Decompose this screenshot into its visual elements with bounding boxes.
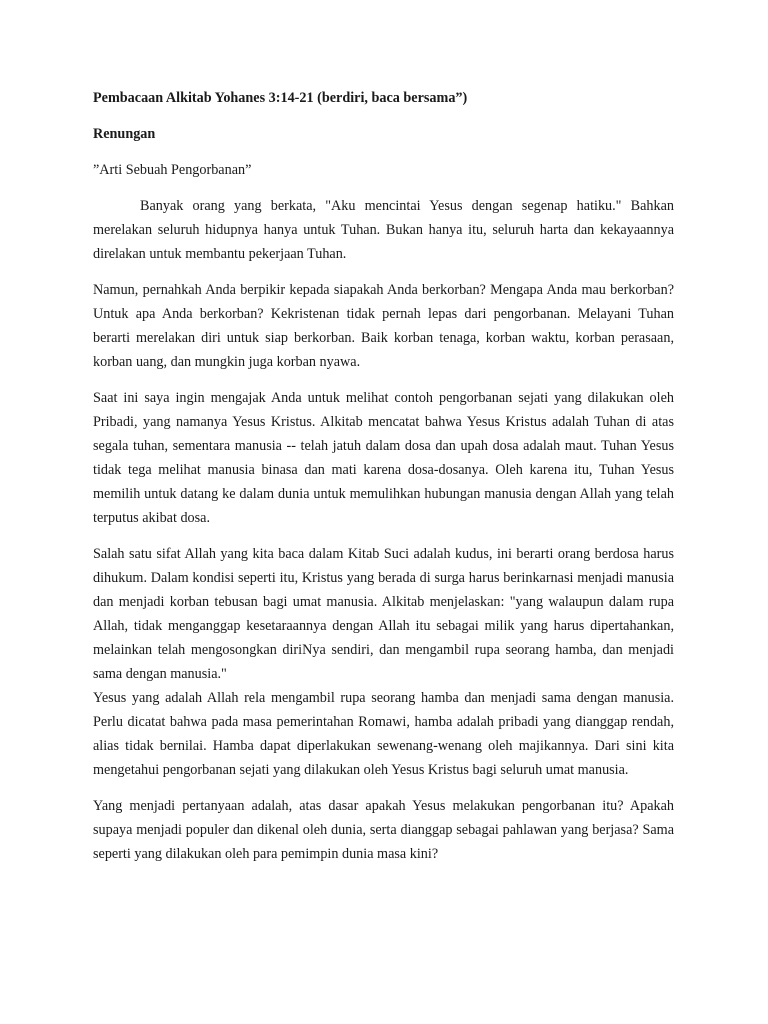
paragraph-6: Yang menjadi pertanyaan adalah, atas dasar apakah Yesus melakukan pengorbanan itu? Apakah supaya menjadi populer dan dikenal oleh dunia, serta dianggap sebagai pahlawan yang berjasa? Sama seperti yang dilakukan oleh para pemimpin dunia masa kini?	[93, 798, 674, 862]
paragraph-5: Yesus yang adalah Allah rela mengambil rupa seorang hamba dan menjadi sama dengan manusia. Perlu dicatat bahwa pada masa pemerintahan Romawi, hamba adalah pribadi yang dianggap rendah, alias tidak bernilai. Hamba dapat diperlakukan sewenang-wenang oleh majikannya. Dari sini kita mengetahui pengorbanan sejati yang dilakukan oleh Yesus Kristus bagi seluruh umat manusia.	[93, 690, 674, 778]
paragraph-1: Banyak orang yang berkata, "Aku mencintai Yesus dengan segenap hatiku." Bahkan merelakan seluruh hidupnya hanya untuk Tuhan. Bukan hanya itu, seluruh harta dan kekayaannya direlakan untuk membantu pekerjaan Tuhan.	[93, 198, 674, 262]
document-page	[93, 86, 674, 878]
sermon-title: ”Arti Sebuah Pengorbanan”	[93, 162, 252, 178]
paragraph-4: Salah satu sifat Allah yang kita baca dalam Kitab Suci adalah kudus, ini berarti orang berdosa harus dihukum. Dalam kondisi seperti itu, Kristus yang berada di surga harus berinkarnasi menjadi manusia dan menjadi korban tebusan bagi umat manusia. Alkitab menjelaskan: "yang walaupun dalam rupa Allah, tidak menganggap kesetaraannya dengan Allah itu sebagai milik yang harus dipertahankan, melainkan telah mengosongkan diriNya sendiri, dan mengambil rupa seorang hamba, dan menjadi sama dengan manusia."	[93, 546, 674, 682]
section-heading: Renungan	[93, 126, 156, 142]
paragraph-3: Saat ini saya ingin mengajak Anda untuk melihat contoh pengorbanan sejati yang dilakukan oleh Pribadi, yang namanya Yesus Kristus. Alkitab mencatat bahwa Yesus Kristus adalah Tuhan di atas segala tuhan, sementara manusia -- telah jatuh dalam dosa dan upah dosa adalah maut. Tuhan Yesus tidak tega melihat manusia binasa dan mati karena dosa-dosanya. Oleh karena itu, Tuhan Yesus memilih untuk datang ke dalam dunia untuk memulihkan hubungan manusia dengan Allah yang telah terputus akibat dosa.	[93, 390, 674, 526]
reading-heading: Pembacaan Alkitab Yohanes 3:14-21 (berdiri, baca bersama”)	[93, 90, 468, 106]
paragraph-2: Namun, pernahkah Anda berpikir kepada siapakah Anda berkorban? Mengapa Anda mau berkorban? Untuk apa Anda berkorban? Kekristenan tidak pernah lepas dari pengorbanan. Melayani Tuhan berarti merelakan diri untuk siap berkorban. Baik korban tenaga, korban waktu, korban perasaan, korban uang, dan mungkin juga korban nyawa.	[93, 282, 674, 370]
